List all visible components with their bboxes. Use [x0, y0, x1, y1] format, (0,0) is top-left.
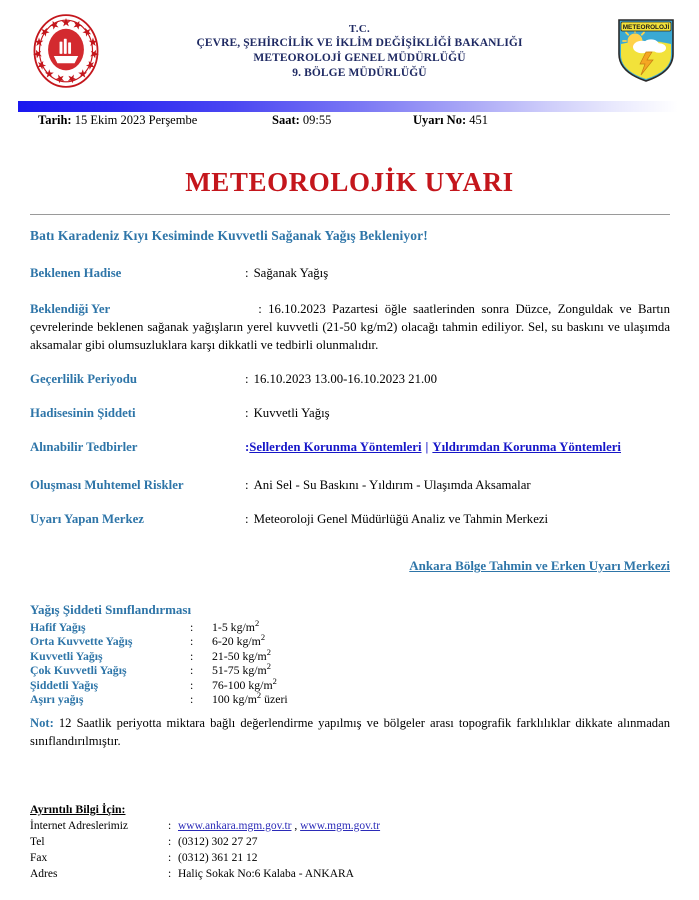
classification-row-label: Çok Kuvvetli Yağış — [30, 663, 127, 678]
field-possible-risks-value: : Ani Sel - Su Baskını - Yıldırım - Ulaşımda Aksamalar — [245, 478, 531, 493]
mgm-logo-text: METEOROLOJİ — [622, 24, 670, 31]
contact-footer-title: Ayrıntılı Bilgi İçin: — [30, 802, 126, 816]
header-line-directorate: METEOROLOJİ GENEL MÜDÜRLÜĞÜ — [253, 51, 466, 64]
contact-row-value: Haliç Sokak No:6 Kalaba - ANKARA — [178, 868, 354, 881]
meta-time-value: 09:55 — [302, 113, 332, 127]
classification-row — [30, 663, 288, 677]
warning-body — [30, 228, 670, 574]
classification-row — [30, 649, 288, 663]
field-event-severity-label: Hadisesinin Şiddeti — [30, 406, 136, 421]
meta-date-label: Tarih: — [38, 113, 72, 127]
header-title-block — [130, 22, 589, 80]
meta-date — [38, 113, 197, 128]
warning-subtitle: Batı Karadeniz Kıyı Kesiminde Kuvvetli Sağanak Yağış Bekleniyor! — [30, 228, 428, 243]
contact-row-value: www.ankara.mgm.gov.tr , www.mgm.gov.tr — [178, 819, 381, 832]
field-validity-period-label: Geçerlilik Periyodu — [30, 372, 137, 387]
classification-title: Yağış Şiddeti Sınıflandırması — [30, 602, 192, 617]
classification-row-separator: : — [190, 691, 194, 706]
contact-row-label: Adres — [30, 868, 58, 881]
field-precautions-value: :Sellerden Korunma Yöntemleri | Yıldırımdan Korunma Yöntemleri — [245, 440, 621, 455]
classification-row — [30, 692, 288, 706]
page-title: METEOROLOJİK UYARI — [185, 167, 514, 197]
field-expected-location — [30, 300, 670, 354]
field-issuing-center-label: Uyarı Yapan Merkez — [30, 512, 144, 527]
meta-warning-no-label: Uyarı No: — [413, 113, 467, 127]
document-meta-row — [0, 113, 699, 135]
classification-row — [30, 634, 288, 648]
classification-row — [30, 620, 288, 634]
title-divider — [30, 214, 670, 215]
field-precautions-label: Alınabilir Tedbirler — [30, 440, 138, 455]
field-possible-risks-label: Oluşması Muhtemel Riskler — [30, 478, 184, 493]
classification-row-separator: : — [190, 663, 194, 678]
field-issuing-center — [30, 512, 670, 528]
contact-row-separator: : — [168, 851, 172, 864]
classification-row-label: Kuvvetli Yağış — [30, 648, 103, 663]
link-separator: | — [425, 440, 429, 455]
field-expected-location-label: Beklendiği Yer — [30, 302, 111, 316]
classification-table — [30, 620, 288, 706]
footnote — [30, 714, 670, 751]
link-flood-protection[interactable]: Sellerden Korunma Yöntemleri — [249, 440, 422, 455]
link-mgm-website[interactable]: www.mgm.gov.tr — [300, 819, 381, 832]
footnote-label: Not: — [30, 716, 54, 730]
field-possible-risks — [30, 478, 670, 494]
classification-table-body — [30, 620, 288, 706]
classification-row-value: 6-20 $kg/m^2$ — [212, 632, 266, 649]
contact-row-label: İnternet Adreslerimiz — [30, 819, 129, 832]
tc-ministry-emblem-icon — [30, 13, 102, 89]
header-gradient-divider — [18, 101, 678, 112]
meta-time-label: Saat: — [272, 113, 300, 127]
classification-row-value: 100 $kg/m^2$ üzeri — [212, 690, 288, 706]
meteoroloji-shield-logo-icon — [615, 14, 677, 84]
meta-time — [272, 113, 331, 128]
contact-row-separator: : — [168, 819, 172, 832]
contact-row-label: Fax — [30, 851, 48, 864]
contact-footer — [30, 802, 530, 883]
contact-row — [30, 851, 380, 867]
field-expected-event — [30, 266, 670, 282]
contact-table — [30, 819, 380, 884]
link-ankara-forecast-center[interactable]: Ankara Bölge Tahmin ve Erken Uyarı Merkezi — [409, 558, 670, 574]
classification-row-label: Aşırı yağış — [30, 691, 84, 706]
classification-row-label: Orta Kuvvette Yağış — [30, 634, 133, 649]
field-expected-event-value: : Sağanak Yağış — [245, 266, 329, 280]
header-line-ministry: ÇEVRE, ŞEHİRCİLİK VE İKLİM DEĞİŞİKLİĞİ BAKANLIĞI — [196, 37, 523, 50]
field-event-severity-value: : Kuvvetli Yağış — [245, 406, 330, 421]
field-issuing-center-value: : Meteoroloji Genel Müdürlüğü Analiz ve Tahmin Merkezi — [245, 512, 549, 527]
contact-row-value: (0312) 302 27 27 — [178, 835, 258, 848]
link-lightning-protection[interactable]: Yıldırımdan Korunma Yöntemleri — [432, 440, 621, 455]
contact-row-separator: : — [168, 868, 172, 881]
field-validity-period-value: : 16.10.2023 13.00-16.10.2023 21.00 — [245, 372, 437, 387]
field-event-severity — [30, 406, 670, 422]
meta-warning-no — [413, 113, 488, 128]
classification-row-value: 1-5 $kg/m^2$ — [212, 618, 260, 634]
contact-row-separator: : — [168, 835, 172, 848]
header-line-region: 9. BÖLGE MÜDÜRLÜĞÜ — [292, 66, 427, 79]
classification-row-separator: : — [190, 620, 194, 634]
field-validity-period — [30, 372, 670, 388]
link-ankara-mgm-website[interactable]: www.ankara.mgm.gov.tr — [178, 819, 292, 832]
classification-row-value: 51-75 $kg/m^2$ — [212, 661, 271, 678]
classification-row-separator: : — [190, 648, 194, 663]
precipitation-classification-block — [30, 602, 450, 706]
classification-row-separator: : — [190, 677, 194, 692]
contact-row-label: Tel — [30, 835, 45, 848]
contact-row-value: (0312) 361 21 12 — [178, 851, 258, 864]
classification-row-label: Hafif Yağış — [30, 620, 86, 634]
field-expected-location-value: : 16.10.2023 Pazartesi öğle saatlerinden sonra Düzce, Zonguldak ve Bartın çevrelerinde beklenen sağanak yağışların yerel kuvvetli (21-50 kg/m2) olacağı tahmin ediliyor. Sel, su baskını ve ulaşımda aksamalar gibi olumsuzluklara karşı dikkatli ve tedbirli olunmalıdır. — [30, 302, 670, 353]
header-line-tc: T.C. — [348, 23, 371, 35]
signature-block — [30, 558, 670, 574]
field-precautions — [30, 440, 670, 456]
footnote-text: 12 Saatlik periyotta miktara bağlı değerlendirme yapılmış ve bölgeler arası topografik farklılıklar dikkate alınmadan sınıflandırılmıştır. — [30, 716, 670, 749]
contact-row — [30, 835, 380, 851]
classification-row-label: Şiddetli Yağış — [30, 677, 99, 692]
classification-row-value: 76-100 $kg/m^2$ — [212, 675, 277, 692]
classification-row-value: 21-50 $kg/m^2$ — [212, 646, 271, 663]
document-header — [0, 0, 699, 96]
contact-table-body — [30, 819, 380, 884]
contact-row — [30, 819, 380, 835]
contact-row — [30, 867, 380, 883]
classification-row-separator: : — [190, 634, 194, 649]
meta-date-value: 15 Ekim 2023 Perşembe — [74, 113, 198, 127]
classification-row — [30, 678, 288, 692]
field-expected-event-label: Beklenen Hadise — [30, 266, 122, 280]
meta-warning-no-value: 451 — [469, 113, 488, 127]
